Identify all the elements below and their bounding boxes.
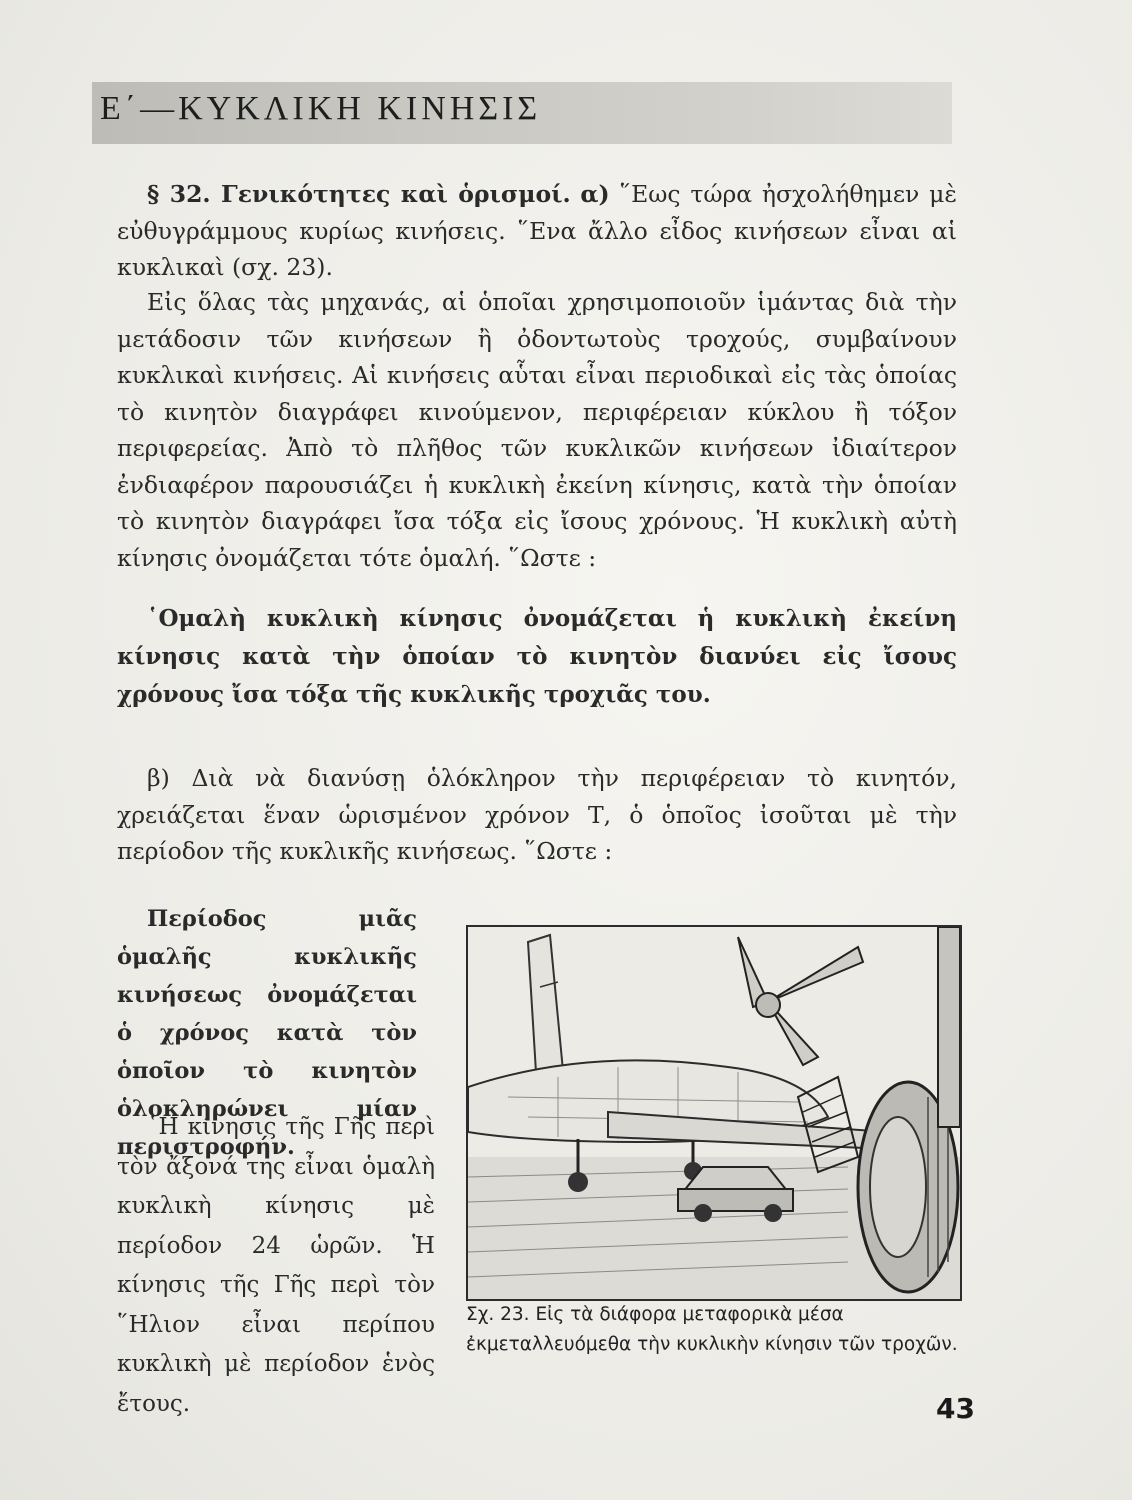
uniform-motion-definition-text: ῾Ομαλὴ κυκλικὴ κίνησις ὀνομάζεται ἡ κυκλικὴ ἐκείνη κίνησις κατὰ τὴν ὁποίαν τὸ κινητὸν διανύει εἰς ἴσους χρόνους ἴσα τόξα τῆς κυκλικῆς τροχιᾶς του. <box>117 605 957 708</box>
section-title: Ε΄—ΚΥΚΛΙΚΗ ΚΙΝΗΣΙΣ <box>100 90 542 127</box>
uniform-motion-definition <box>117 600 957 714</box>
page-number: 43 <box>936 1392 975 1425</box>
earth-paragraph: ῾Η κίνησις τῆς Γῆς περὶ τὸν ἄξονά της εἶναι ὁμαλὴ κυκλικὴ κίνησις μὲ περίοδον 24 ὡρῶν. Ἡ κίνησις τῆς Γῆς περὶ τὸν ῞Ηλιον εἶναι περίπου κυκλικὴ μὲ περίοδον ἑνὸς ἔτους. <box>117 1114 435 1417</box>
figure-caption: Σχ. 23. Εἰς τὰ διάφορα μεταφορικὰ μέσα ἐκμεταλλευόμεθα τὴν κυκλικὴν κίνησιν τῶν τροχῶν. <box>466 1304 958 1355</box>
machines-paragraph-block <box>117 284 957 576</box>
section-heading: § 32. Γενικότητες καὶ ὁρισμοί. <box>147 180 571 208</box>
beta-paragraph: β) Διὰ νὰ διανύσῃ ὁλόκληρον τὴν περιφέρειαν τὸ κινητόν, χρειάζεται ἕναν ὡρισμένον χρόνον Τ, ὁ ὁποῖος ἰσοῦται μὲ τὴν περίοδον τῆς κυκλικῆς κινήσεως. ῞Ωστε : <box>117 764 957 865</box>
intro-text: ῞Εως τώρα ἠσχολήθημεν μὲ εὐθυγράμμους κυρίως κινήσεις. ῞Ενα ἄλλο εἶδος κινήσεων εἶναι αἱ κυκλικαὶ (σχ. 23). <box>117 180 957 281</box>
earth-paragraph-block <box>117 1108 435 1424</box>
figure-airplane-illustration <box>466 925 962 1301</box>
beta-paragraph-block <box>117 760 957 870</box>
machines-paragraph: Εἰς ὅλας τὰς μηχανάς, αἱ ὁποῖαι χρησιμοποιοῦν ἱμάντας διὰ τὴν μετάδοσιν τῶν κινήσεων ἢ ὀδοντωτοὺς τροχούς, συμβαίνουν κυκλικαὶ κινήσεις. Αἱ κινήσεις αὗται εἶναι περιοδικαὶ εἰς τὰς ὁποίας τὸ κινητὸν διαγράφει κινούμενον, περιφέρειαν κύκλου ἢ τόξον περιφερείας. Ἀπὸ τὸ πλῆθος τῶν κυκλικῶν κινήσεων ἰδιαίτερον ἐνδιαφέρον παρουσιάζει ἡ κυκλικὴ ἐκείνη κίνησις, κατὰ τὴν ὁποίαν τὸ κινητὸν διαγράφει ἴσα τόξα εἰς ἴσους χρόνους. Ἡ κυκλικὴ αὐτὴ κίνησις ὀνομάζεται τότε ὁμαλή. ῞Ωστε : <box>117 288 957 572</box>
intro-paragraph <box>117 176 957 286</box>
period-definition-text: Περίοδος μιᾶς ὁμαλῆς κυκλικῆς κινήσεως ὀνομάζεται ὁ χρόνος κατὰ τὸν ὁποῖον τὸ κινητὸν ὁλοκληρώνει μίαν περιστροφήν. <box>117 906 417 1160</box>
airplane-illustration <box>468 927 960 1299</box>
subsection-a-label: α) <box>580 180 610 208</box>
